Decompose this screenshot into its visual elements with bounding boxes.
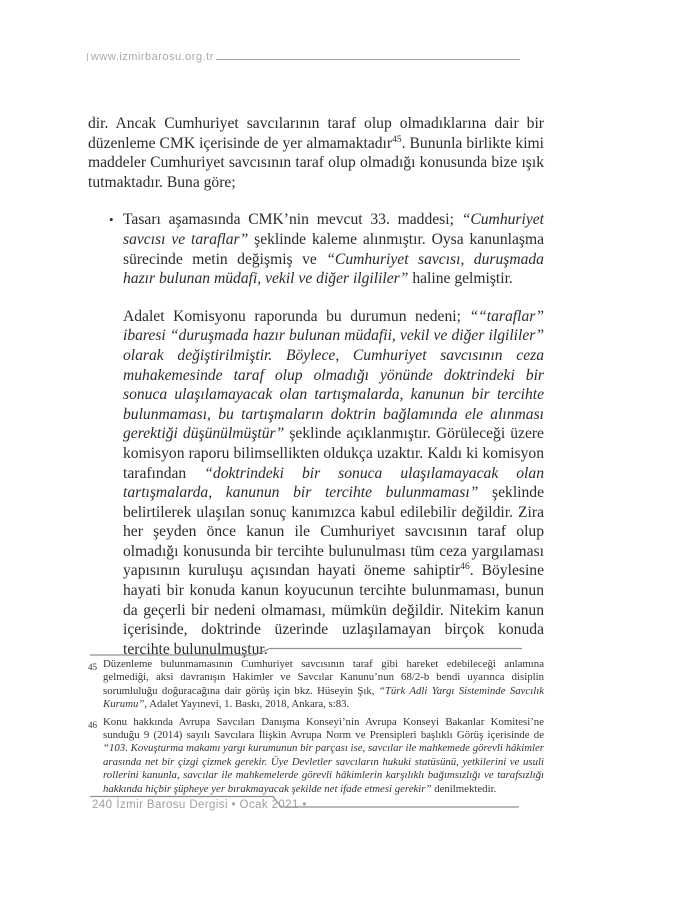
page-number: 240	[92, 798, 113, 811]
page-header	[87, 51, 520, 63]
site-url: www.izmirbarosu.org.tr	[91, 51, 214, 63]
footer-text	[92, 799, 307, 811]
footnote-text: Düzenleme bulunmamasının Cumhuriyet savcısının taraf gibi hareket edebileceği anlamına gelmediği, aksi davranışın Hakimler ve Savcılar Kanunu’nun 68/2-b bendi uyarınca disiplin sorumluluğu doğuracağına dair görüş için bkz. Hüseyin Şık, “Türk Adli Yargı Sisteminde Savcılık Kurumu”, Adalet Yayınevi, 1. Baskı, 2018, Ankara, s:83.	[103, 658, 545, 711]
footnote-number: 46	[88, 719, 97, 730]
footnote-46	[88, 716, 544, 796]
footnote-number: 45	[88, 662, 97, 672]
page-footer	[89, 795, 521, 819]
journal-title: İzmir Barosu Dergisi • Ocak 2021 •	[116, 798, 307, 811]
bullet-item	[88, 210, 544, 288]
footnotes-section	[88, 658, 544, 800]
bullet-text: Tasarı aşamasında CMK’nin mevcut 33. maddesi; “Cumhuriyet savcısı ve taraflar” şeklinde kaleme alınmıştır. Oysa kanunlaşma sürecinde metin değişmiş ve “Cumhuriyet savcısı, duruşmada hazır bulunan müdafi, vekil ve diğer ilgililer” haline gelmiştir.	[123, 211, 544, 288]
header-rule	[216, 59, 520, 60]
header-tick	[87, 53, 88, 61]
footnote-separator	[89, 647, 523, 656]
paragraph-intro: dir. Ancak Cumhuriyet savcılarının taraf olup olmadıklarına dair bir düzenleme CMK içerisinde de yer almamaktadır$^{45}$. Bununla birlikte kimi maddeler Cumhuriyet savcısının taraf olup olmadığı konusunda bize ışık tutmaktadır. Buna göre;	[88, 115, 544, 191]
footnote-45	[88, 658, 544, 712]
footnote-text: Konu hakkında Avrupa Savcıları Danışma Konseyi’nin Avrupa Konseyi Bakanlar Komitesi’ne sunduğu 9 (2014) sayılı Savcılara İlişkin Avrupa Norm ve Prensipleri başlıklı Görüş içerisinde de “103. Kovuşturma makamı yargı kurumunun bir parçası ise, savcılar ile mahkemede görevli hâkimler arasında net bir çizgi çizmek gerekir. Üye Devletler savcıların hukuki statüsünü, yetkilerini ve usuli rollerini kanunla, savcılar ile mahkemelerde görevli hâkimlerin karşılıklı bağımsızlığı ve tarafsızlığı hakkında hiçbir şüpheye yer bırakmayacak şekilde net ifade etmesi gerekir” denilmektedir.	[103, 715, 544, 795]
bullet-icon: •	[109, 212, 114, 228]
page-content	[88, 114, 544, 659]
paragraph-commission-report: Adalet Komisyonu raporunda bu durumun nedeni; ““taraflar” ibaresi “duruşmada hazır bulunan müdafii, vekil ve diğer ilgililer” olarak değiştirilmiştir. Böylece, Cumhuriyet savcısının ceza muhakemesinde taraf olup olmadığı yönünde doktrindeki bir sonuca ulaşılamayacak olan tartışmalarda, kanunun bir tercihte bulunmaması, bu tartışmaların doktrin bağlamında ele alınması gerektiği düşünülmüştür” şeklinde açıklanmıştır. Görüleceği üzere komisyon raporu bilimsellikten oldukça uzaktır. Kaldı ki komisyon tarafından “doktrindeki bir sonuca ulaşılamayacak olan tartışmalarda, kanunun bir tercihte bulunmaması” şeklinde belirtilerek ulaşılan sonuç kanımızca kabul edilebilir değildir. Zira her şeyden önce kanun ile Cumhuriyet savcısının taraf olup olmadığı konusunda bir tercihte bulunulması tüm ceza yargılaması yapısının kuruluşu açısından hayati öneme sahiptir$^{46}$. Böylesine hayati bir konuda kanun koyucunun tercihte bulunmaması, bunun da geçerli bir nedeni olmaması, mümkün değildir. Nitekim kanun içerisinde, doktrinde üzerinde uzlaşılamayan birçok konuda tercihte bulunulmuştur.	[123, 307, 544, 658]
